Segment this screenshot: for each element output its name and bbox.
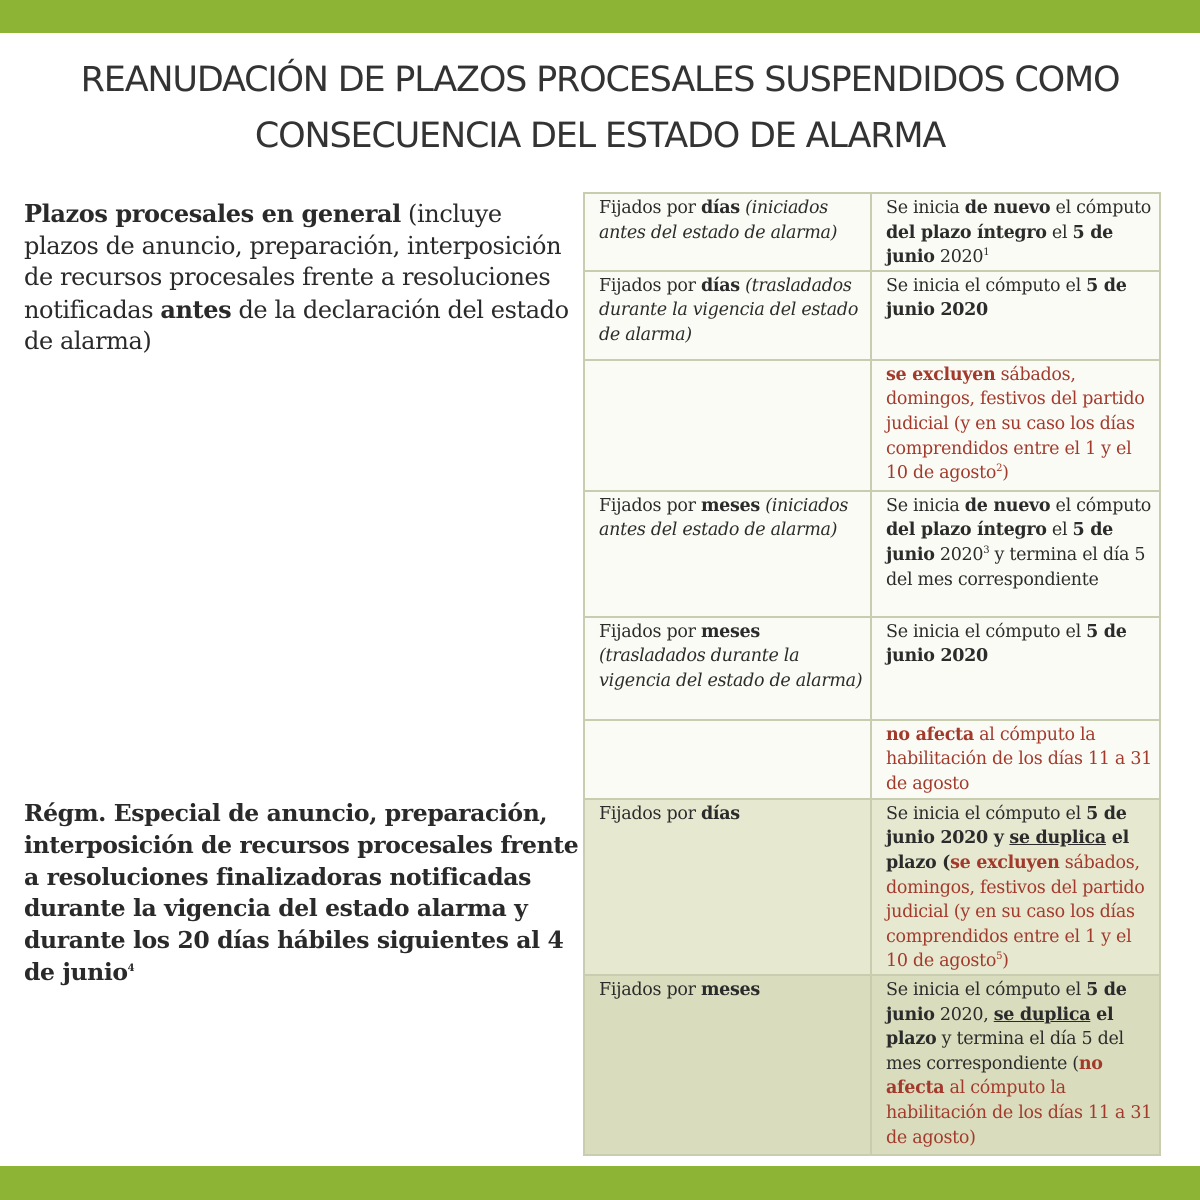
deadlines-table (583, 192, 1161, 1156)
title-line-2: CONSECUENCIA DEL ESTADO DE ALARMA (254, 116, 946, 156)
table-row (584, 799, 1160, 975)
row4-rule-cell: Se inicia de nuevo el cómputo del plazo íntegro el 5 de junio 2020$^3$ y termina el día 5 del mes correspondiente (871, 491, 1160, 617)
top-accent-bar (0, 0, 1200, 33)
row7-rule-cell: Se inicia el cómputo el 5 de junio 2020 y se duplica el plazo (se excluyen sábados, domingos, festivos del partido judicial (y en su caso los días comprendidos entre el 1 y el 10 de agosto$^5$) (871, 799, 1160, 975)
row4-type-cell: Fijados por meses (iniciados antes del estado de alarma) (584, 491, 871, 617)
section-special-description (24, 798, 579, 989)
section-general-text-a: (incluye plazos de anuncio, preparación, interposición de recursos procesales frente a resoluciones notificadas (24, 200, 562, 324)
table-row (584, 491, 1160, 617)
table-row (584, 360, 1160, 491)
row1-type-cell: Fijados por días (iniciados antes del estado de alarma) (584, 193, 871, 271)
section-general-bold-antes: antes (160, 294, 232, 324)
row8-type-cell: Fijados por meses (584, 975, 871, 1155)
section-special-text: Régm. Especial de anuncio, preparación, interposición de recursos procesales frente a resoluciones finalizadoras notificadas durante la vigencia del estado alarma y durante los 20 días hábiles siguientes al 4 de junio (24, 799, 579, 986)
row7-type-cell: Fijados por días (584, 799, 871, 975)
row5-type-cell: Fijados por meses (trasladados durante la vigencia del estado de alarma) (584, 617, 871, 720)
table-row (584, 975, 1160, 1155)
table-row (584, 617, 1160, 720)
section-general-lead: Plazos procesales en general (24, 199, 401, 228)
table-row (584, 271, 1160, 360)
row6-note-cell: no afecta al cómputo la habilitación de los días 11 a 31 de agosto (871, 720, 1160, 799)
row3-empty-cell (584, 360, 871, 491)
section-general-text-b: de la declaración del estado de alarma) (24, 295, 569, 355)
row2-rule-cell: Se inicia el cómputo el 5 de junio 2020 (871, 271, 1160, 360)
section-general-description (24, 198, 579, 358)
table-row (584, 193, 1160, 271)
row6-empty-cell (584, 720, 871, 799)
row3-exclusion-cell: se excluyen sábados, domingos, festivos del partido judicial (y en su caso los días comprendidos entre el 1 y el 10 de agosto$^2$) (871, 360, 1160, 491)
row1-rule-cell: Se inicia de nuevo el cómputo del plazo íntegro el 5 de junio 2020$^1$ (871, 193, 1160, 271)
row8-rule-cell: Se inicia el cómputo el 5 de junio 2020, se duplica el plazo y termina el día 5 del mes correspondiente (no afecta al cómputo la habilitación de los días 11 a 31 de agosto) (871, 975, 1160, 1155)
table-row (584, 720, 1160, 799)
bottom-accent-bar (0, 1166, 1200, 1200)
row2-type-cell: Fijados por días (trasladados durante la vigencia del estado de alarma) (584, 271, 871, 360)
footnote-ref-4: 4 (127, 963, 135, 975)
row5-rule-cell: Se inicia el cómputo el 5 de junio 2020 (871, 617, 1160, 720)
page-title (0, 52, 1200, 164)
title-line-1: REANUDACIÓN DE PLAZOS PROCESALES SUSPENDIDOS COMO (80, 60, 1120, 100)
